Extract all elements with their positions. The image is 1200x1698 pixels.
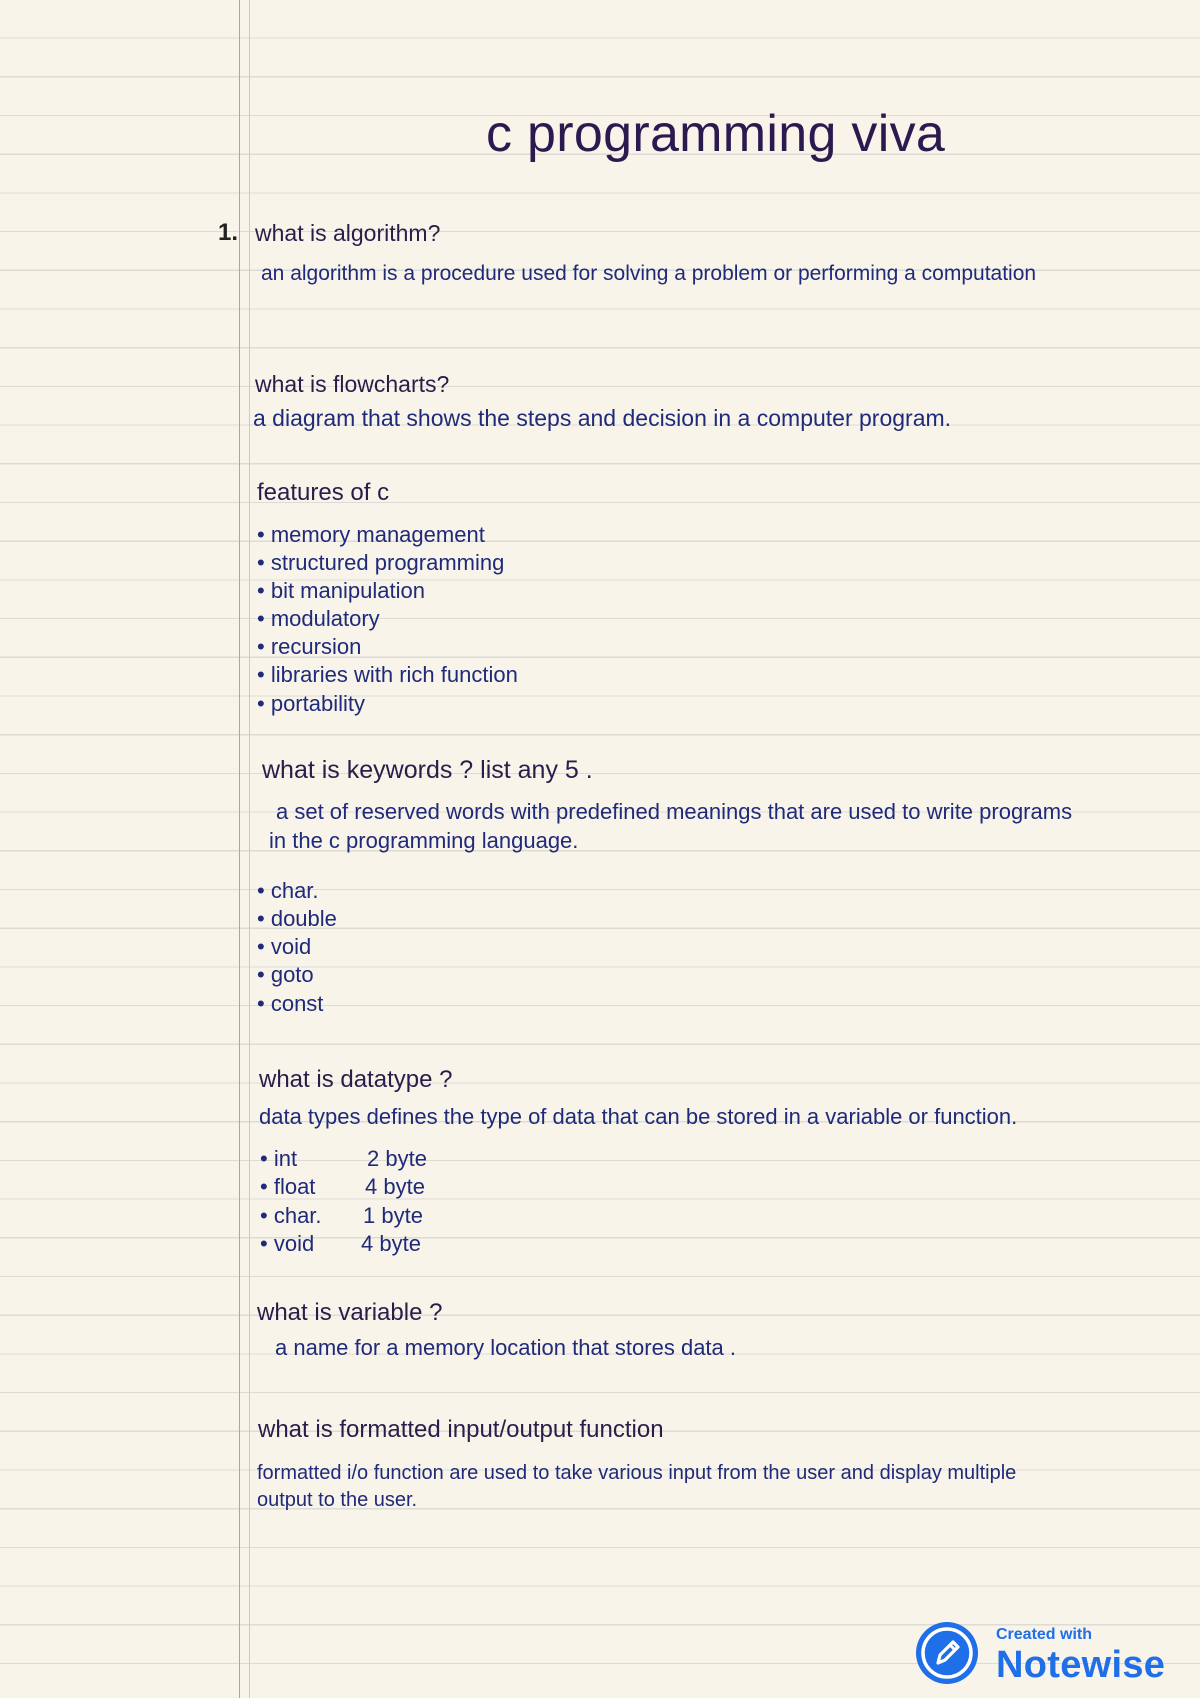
brand-name: Notewise <box>996 1644 1166 1686</box>
list-item: • portability <box>257 693 365 715</box>
question-keywords: what is keywords ? list any 5 . <box>262 756 593 784</box>
list-item: • structured programming <box>257 552 504 574</box>
datatype-name: • void <box>260 1233 314 1255</box>
answer-algorithm: an algorithm is a procedure used for solving a problem or performing a computation <box>261 262 1037 285</box>
margin-line-light <box>249 0 250 1698</box>
list-item: • recursion <box>257 636 361 658</box>
notewise-logo <box>916 1622 978 1684</box>
question-algorithm: what is algorithm? <box>255 220 441 246</box>
answer-formatted-io-line2: output to the user. <box>257 1489 418 1511</box>
answer-variable: a name for a memory location that stores data . <box>275 1335 737 1360</box>
question-variable: what is variable ? <box>257 1299 443 1326</box>
datatype-size: 4 byte <box>361 1231 421 1256</box>
list-item: • void <box>257 936 311 958</box>
list-item: • goto <box>257 964 314 986</box>
question-datatype: what is datatype ? <box>259 1066 453 1093</box>
datatype-size: 2 byte <box>367 1146 427 1171</box>
answer-datatype: data types defines the type of data that can be stored in a variable or function. <box>259 1104 1018 1129</box>
list-item: • double <box>257 908 337 930</box>
list-item: • libraries with rich function <box>257 664 518 686</box>
list-item: • const <box>257 993 323 1015</box>
question-number: 1. <box>218 219 239 246</box>
list-item: • modulatory <box>257 608 380 630</box>
answer-keywords-line1: a set of reserved words with predefined meanings that are used to write programs <box>276 799 1073 824</box>
datatype-name: • float <box>260 1176 315 1198</box>
pencil-icon <box>916 1622 978 1684</box>
question-formatted-io: what is formatted input/output function <box>258 1416 664 1443</box>
list-item: • bit manipulation <box>257 580 425 602</box>
datatype-size: 4 byte <box>365 1174 425 1199</box>
heading-features: features of c <box>257 479 390 506</box>
question-flowcharts: what is flowcharts? <box>255 371 450 397</box>
answer-formatted-io-line1: formatted i/o function are used to take various input from the user and display multiple <box>257 1462 1017 1484</box>
list-item: • char. <box>257 880 319 902</box>
answer-keywords-line2: in the c programming language. <box>269 828 579 853</box>
answer-flowcharts: a diagram that shows the steps and decision in a computer program. <box>253 405 952 431</box>
datatype-name: • int <box>260 1148 297 1170</box>
created-with-label: Created with <box>996 1626 1093 1643</box>
datatype-size: 1 byte <box>363 1203 423 1228</box>
list-item: • memory management <box>257 524 485 546</box>
margin-line-red <box>239 0 240 1698</box>
datatype-name: • char. <box>260 1205 322 1227</box>
page-title: c programming viva <box>486 105 946 163</box>
